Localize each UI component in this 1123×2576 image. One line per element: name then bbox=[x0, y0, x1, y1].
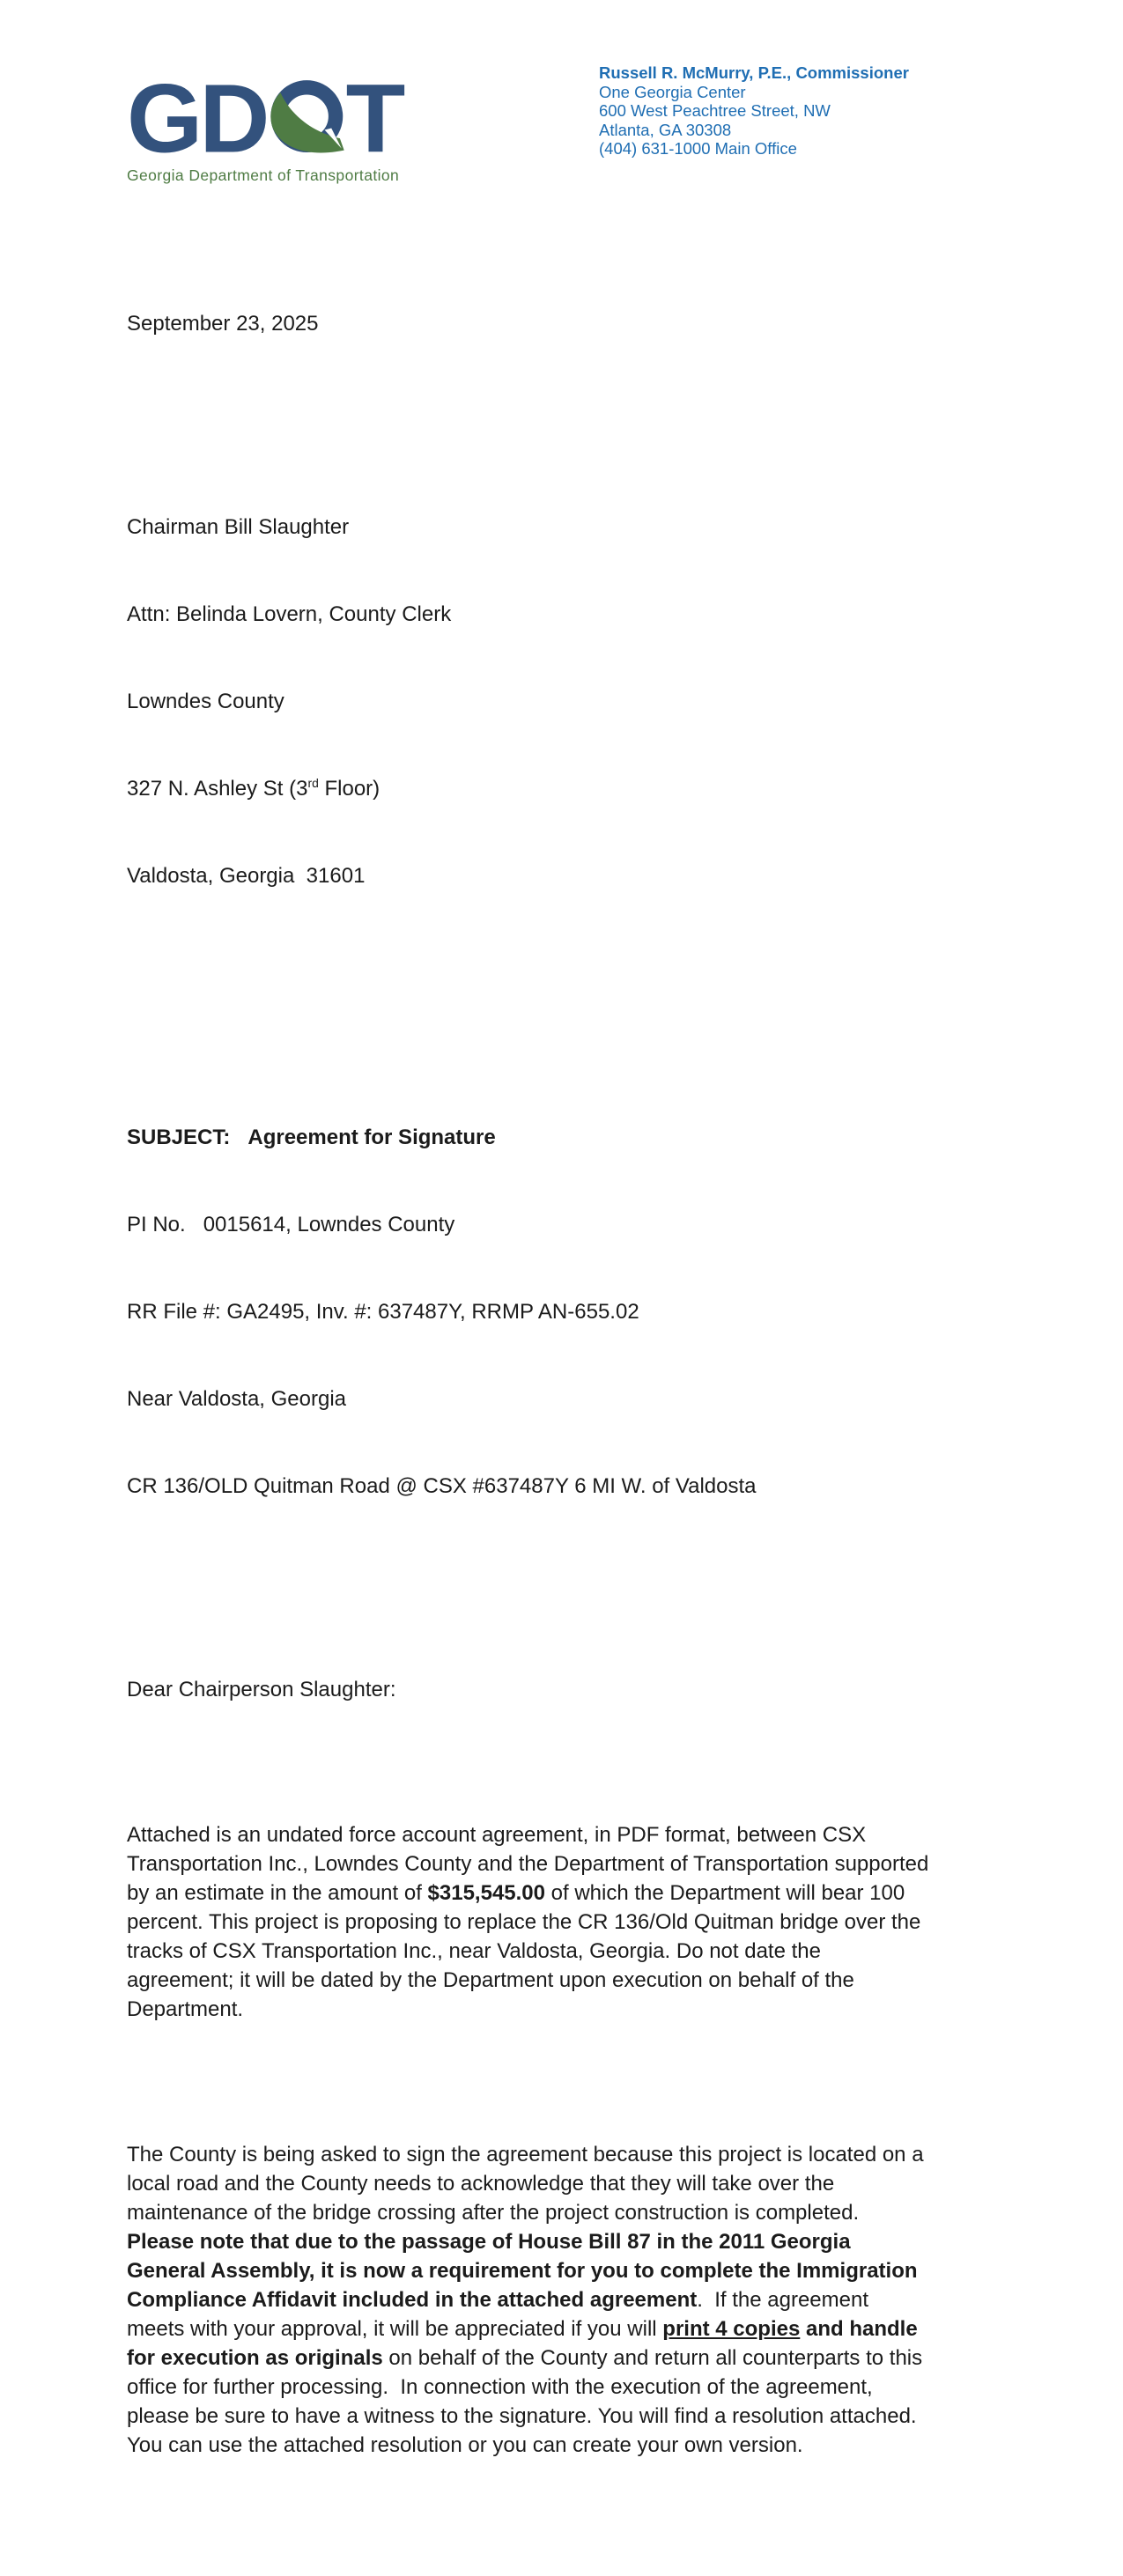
para2-bold-underline-print-copies: print 4 copies bbox=[662, 2317, 801, 2341]
recipient-county: Lowndes County bbox=[127, 690, 284, 713]
subject-location: Near Valdosta, Georgia bbox=[127, 1387, 347, 1411]
commissioner-contact-block bbox=[599, 63, 909, 159]
logo-letter-t: T bbox=[345, 76, 406, 159]
para1-text-end: of which the Department will bear 100 percent. This project is proposing to replace the CR 136/Old Quitman bridge over the tracks of CSX Transportation Inc., near Valdosta, Georgia. Do not date the agreement; it will be dated by the Department upon execution on behalf of the Department. bbox=[127, 1881, 927, 2021]
subject-title: Agreement for Signature bbox=[248, 1126, 496, 1149]
para1-text: Attached is an undated force account agreement, in PDF format, between CSX Transportation Inc., Lowndes County and the Department of Transportation supported by an estimate in the amount of bbox=[127, 1823, 935, 1905]
commissioner-name: Russell R. McMurry, P.E., Commissioner bbox=[599, 63, 909, 82]
recipient-street bbox=[127, 774, 930, 803]
recipient-attn: Attn: Belinda Lovern, County Clerk bbox=[127, 602, 452, 626]
recipient-name: Chairman Bill Slaughter bbox=[127, 515, 350, 539]
recipient-city: Valdosta, Georgia 31601 bbox=[127, 864, 366, 888]
office-phone-line: (404) 631-1000 Main Office bbox=[599, 139, 797, 158]
logo-letters-gd: GD bbox=[127, 76, 267, 159]
para2-bold-execution: and handle for execution as originals bbox=[127, 2317, 924, 2370]
para1-amount: $315,545.00 bbox=[427, 1881, 545, 1905]
subject-line bbox=[127, 1123, 930, 1152]
office-address-line: 600 West Peachtree Street, NW bbox=[599, 101, 831, 120]
office-address-line: Atlanta, GA 30308 bbox=[599, 120, 732, 139]
street-text: 327 N. Ashley St (3 bbox=[127, 777, 308, 801]
paragraph-1 bbox=[127, 1820, 935, 2024]
paragraph-2 bbox=[127, 2140, 930, 2460]
subject-label: SUBJECT: bbox=[127, 1126, 231, 1149]
subject-pi-number: PI No. 0015614, Lowndes County bbox=[127, 1213, 455, 1236]
recipient-address-block bbox=[127, 454, 930, 948]
gdot-logo-icon bbox=[127, 76, 407, 159]
logo-tagline: Georgia Department of Transportation bbox=[127, 166, 400, 184]
para2-bold-house-bill: Please note that due to the passage of House Bill 87 in the 2011 Georgia General Assembly, it is now a requirement for you to complete the Immigration Compliance Affidavit included in the attached agreement bbox=[127, 2230, 924, 2312]
gdot-logo bbox=[127, 76, 409, 185]
letterhead bbox=[0, 0, 1123, 189]
street-ordinal-suffix: rd bbox=[307, 776, 319, 790]
subject-crossing: CR 136/OLD Quitman Road @ CSX #637487Y 6 MI W. of Valdosta bbox=[127, 1474, 757, 1498]
para2-text-mid: . If the agreement meets with your approval, it will be appreciated if you will bbox=[127, 2288, 875, 2341]
para2-text-end: on behalf of the County and return all counterparts to this office for further processing. In connection with the execution of the agreement, please be sure to have a witness to the signature. You will find a resolution attached. You can use the attached resolution or you can create your own version. bbox=[127, 2346, 928, 2457]
subject-rr-file: RR File #: GA2495, Inv. #: 637487Y, RRMP AN-655.02 bbox=[127, 1300, 639, 1324]
para2-text: The County is being asked to sign the agreement because this project is located on a local road and the County needs to acknowledge that they will take over the maintenance of the bridge crossing after the project construction is completed. bbox=[127, 2143, 930, 2225]
street-text-end: Floor) bbox=[318, 777, 380, 801]
office-address-line: One Georgia Center bbox=[599, 82, 746, 101]
letter-content bbox=[127, 222, 935, 2576]
subject-block bbox=[127, 1065, 930, 1559]
salutation: Dear Chairperson Slaughter: bbox=[127, 1678, 396, 1701]
letter-date: September 23, 2025 bbox=[127, 312, 319, 336]
